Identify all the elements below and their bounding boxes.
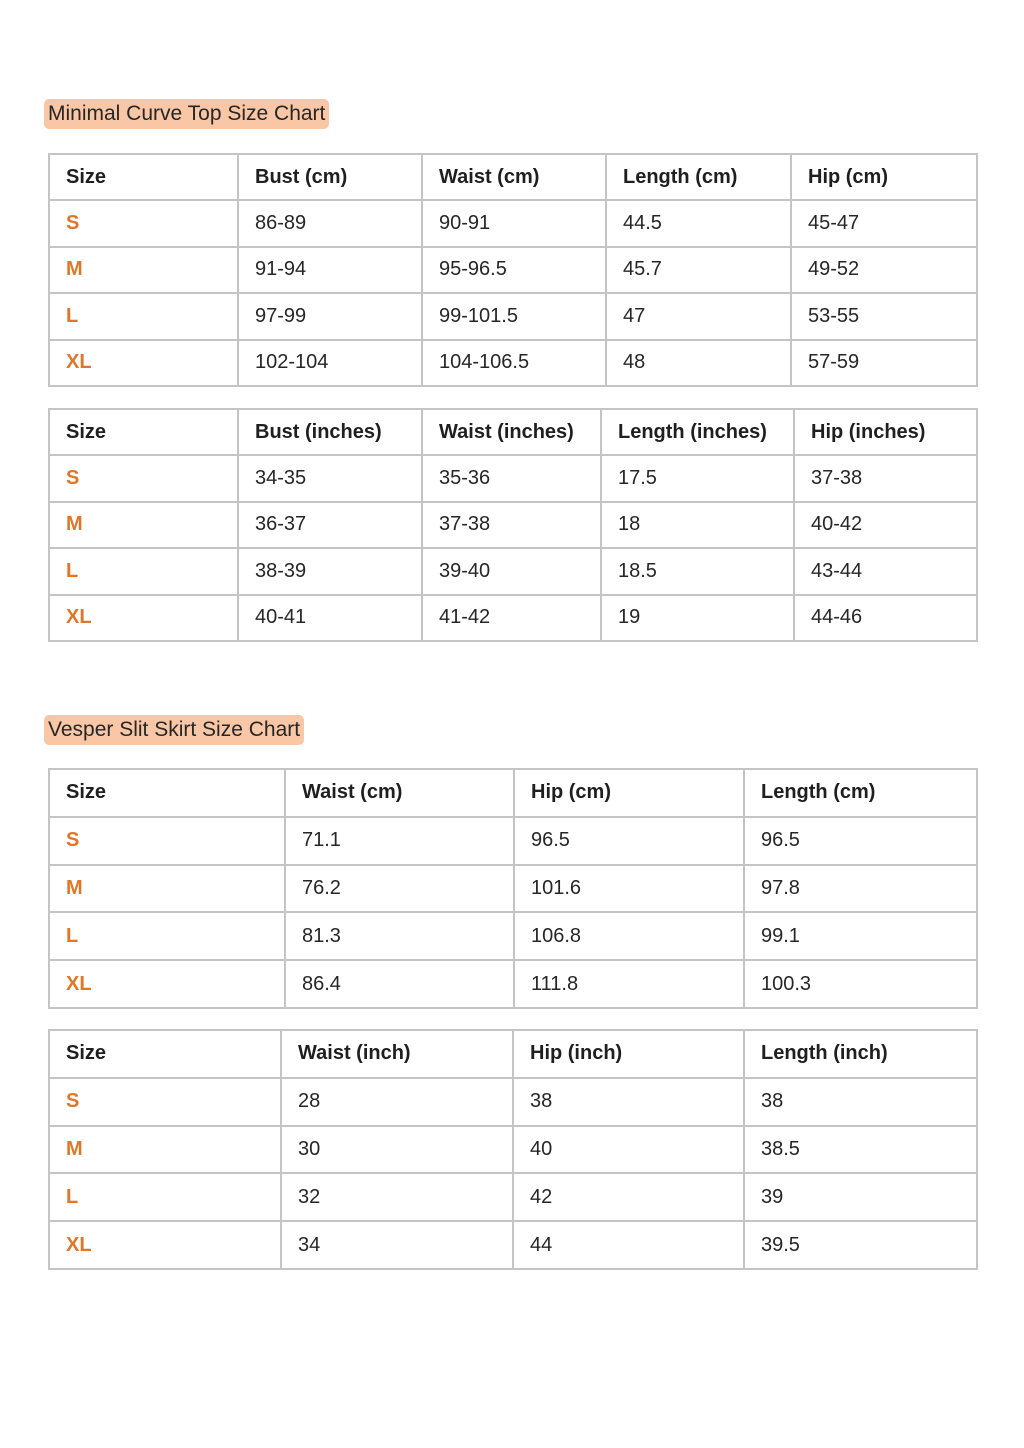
table-header-row [49, 1030, 977, 1078]
table-cell: 40 [513, 1126, 744, 1174]
table-row [49, 1221, 977, 1269]
column-header: Size [49, 1030, 281, 1078]
table-cell: 39-40 [422, 548, 601, 594]
table-header-row [49, 409, 977, 455]
table-row [49, 960, 977, 1008]
column-header: Hip (inch) [513, 1030, 744, 1078]
skirt-size-table-inches [48, 1029, 978, 1270]
table-row [49, 293, 977, 339]
table-cell: 30 [281, 1126, 513, 1174]
size-label: L [49, 293, 238, 339]
table-cell: 86.4 [285, 960, 514, 1008]
column-header: Size [49, 409, 238, 455]
size-label: L [49, 548, 238, 594]
table-cell: 43-44 [794, 548, 977, 594]
size-label: XL [49, 960, 285, 1008]
size-label: XL [49, 340, 238, 386]
table-cell: 34-35 [238, 455, 422, 501]
table-row [49, 548, 977, 594]
column-header: Bust (cm) [238, 154, 422, 200]
table-cell: 48 [606, 340, 791, 386]
table-cell: 18 [601, 502, 794, 548]
table-cell: 111.8 [514, 960, 744, 1008]
column-header: Size [49, 154, 238, 200]
table-cell: 39.5 [744, 1221, 977, 1269]
table-cell: 44.5 [606, 200, 791, 246]
table-cell: 28 [281, 1078, 513, 1126]
table-cell: 19 [601, 595, 794, 641]
table-cell: 76.2 [285, 865, 514, 913]
table-cell: 45-47 [791, 200, 977, 246]
table-cell: 86-89 [238, 200, 422, 246]
table-cell: 38.5 [744, 1126, 977, 1174]
table-cell: 41-42 [422, 595, 601, 641]
table-cell: 44-46 [794, 595, 977, 641]
table-cell: 97-99 [238, 293, 422, 339]
column-header: Hip (cm) [514, 769, 744, 817]
table-cell: 104-106.5 [422, 340, 606, 386]
table-row [49, 1173, 977, 1221]
skirt-size-table-cm [48, 768, 978, 1009]
table-row [49, 455, 977, 501]
table-cell: 35-36 [422, 455, 601, 501]
table-cell: 101.6 [514, 865, 744, 913]
column-header: Length (cm) [744, 769, 977, 817]
table-cell: 99.1 [744, 912, 977, 960]
table-cell: 34 [281, 1221, 513, 1269]
table-cell: 53-55 [791, 293, 977, 339]
table-row [49, 340, 977, 386]
table-cell: 38 [513, 1078, 744, 1126]
column-header: Bust (inches) [238, 409, 422, 455]
table-row [49, 865, 977, 913]
size-label: M [49, 865, 285, 913]
table-row [49, 502, 977, 548]
size-label: L [49, 912, 285, 960]
table-cell: 91-94 [238, 247, 422, 293]
table-cell: 57-59 [791, 340, 977, 386]
size-label: S [49, 200, 238, 246]
table-row [49, 912, 977, 960]
table-cell: 40-42 [794, 502, 977, 548]
table-header-row [49, 769, 977, 817]
top-size-table-cm [48, 153, 978, 387]
table-cell: 17.5 [601, 455, 794, 501]
column-header: Hip (inches) [794, 409, 977, 455]
column-header: Hip (cm) [791, 154, 977, 200]
table-cell: 45.7 [606, 247, 791, 293]
top-size-chart-title: Minimal Curve Top Size Chart [44, 99, 329, 129]
top-size-table-inches [48, 408, 978, 642]
table-cell: 18.5 [601, 548, 794, 594]
table-row [49, 247, 977, 293]
column-header: Length (inches) [601, 409, 794, 455]
table-cell: 81.3 [285, 912, 514, 960]
column-header: Size [49, 769, 285, 817]
size-label: L [49, 1173, 281, 1221]
table-cell: 95-96.5 [422, 247, 606, 293]
table-cell: 99-101.5 [422, 293, 606, 339]
column-header: Waist (inches) [422, 409, 601, 455]
table-row [49, 817, 977, 865]
table-cell: 96.5 [514, 817, 744, 865]
size-label: XL [49, 1221, 281, 1269]
table-cell: 37-38 [422, 502, 601, 548]
size-label: S [49, 817, 285, 865]
table-cell: 37-38 [794, 455, 977, 501]
table-cell: 49-52 [791, 247, 977, 293]
table-cell: 47 [606, 293, 791, 339]
table-header-row [49, 154, 977, 200]
size-label: XL [49, 595, 238, 641]
table-row [49, 1126, 977, 1174]
table-cell: 90-91 [422, 200, 606, 246]
table-cell: 39 [744, 1173, 977, 1221]
size-label: M [49, 502, 238, 548]
table-cell: 42 [513, 1173, 744, 1221]
table-cell: 40-41 [238, 595, 422, 641]
table-cell: 38 [744, 1078, 977, 1126]
table-row [49, 595, 977, 641]
table-cell: 102-104 [238, 340, 422, 386]
table-cell: 106.8 [514, 912, 744, 960]
skirt-size-chart-title: Vesper Slit Skirt Size Chart [44, 715, 304, 745]
table-row [49, 200, 977, 246]
column-header: Waist (cm) [422, 154, 606, 200]
column-header: Waist (cm) [285, 769, 514, 817]
table-cell: 97.8 [744, 865, 977, 913]
table-cell: 96.5 [744, 817, 977, 865]
table-cell: 36-37 [238, 502, 422, 548]
table-cell: 100.3 [744, 960, 977, 1008]
table-cell: 38-39 [238, 548, 422, 594]
column-header: Length (cm) [606, 154, 791, 200]
size-label: S [49, 1078, 281, 1126]
column-header: Length (inch) [744, 1030, 977, 1078]
size-label: M [49, 247, 238, 293]
size-label: S [49, 455, 238, 501]
table-row [49, 1078, 977, 1126]
table-cell: 71.1 [285, 817, 514, 865]
table-cell: 44 [513, 1221, 744, 1269]
size-label: M [49, 1126, 281, 1174]
table-cell: 32 [281, 1173, 513, 1221]
column-header: Waist (inch) [281, 1030, 513, 1078]
